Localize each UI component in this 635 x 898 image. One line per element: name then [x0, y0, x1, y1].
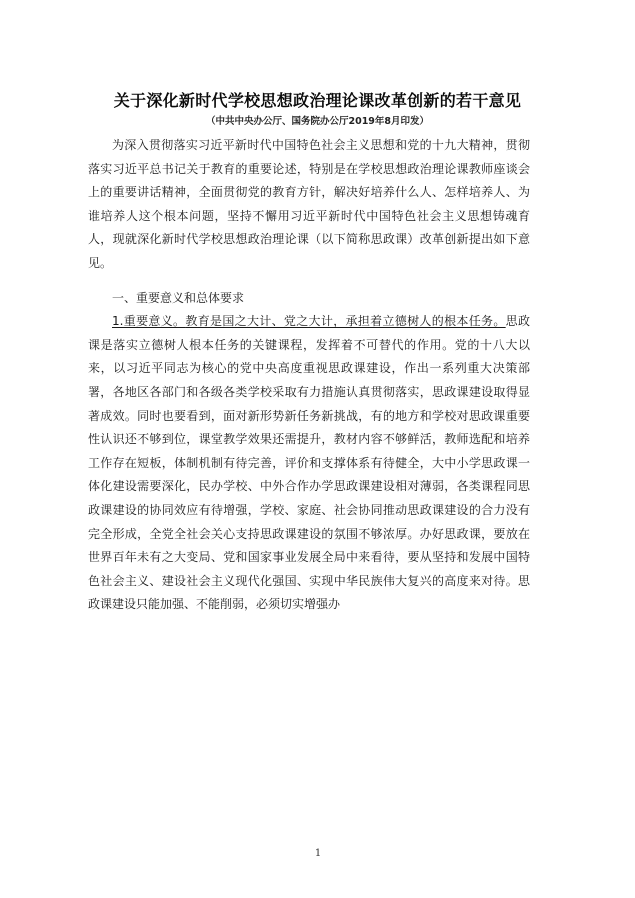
- document-subtitle: （中共中央办公厅、国务院办公厅2019年8月印发）: [205, 116, 430, 127]
- section-heading: 一、重要意义和总体要求: [112, 290, 245, 305]
- page-number: 1: [314, 848, 322, 859]
- document-title: 关于深化新时代学校思想政治理论课改革创新的若干意见: [113, 91, 522, 110]
- item-one-lead: 教育是国之大计、党之大计，承担着立德树人的根本任务。: [185, 314, 506, 329]
- item-one-paragraph: [88, 310, 530, 617]
- item-one-label: 1.重要意义。: [112, 314, 186, 329]
- document-body: [88, 134, 530, 617]
- intro-paragraph: 为深入贯彻落实习近平新时代中国特色社会主义思想和党的十九大精神，贯彻落实习近平总书记关于教育的重要论述，特别是在学校思想政治理论课教师座谈会上的重要讲话精神，全面贯彻党的教育方针，解决好培养什么人、怎样培养人、为谁培养人这个根本问题，坚持不懈用习近平新时代中国特色社会主义思想铸魂育人，现就深化新时代学校思想政治理论课（以下简称思政课）改革创新提出如下意见。: [88, 138, 530, 270]
- item-one-text: 思政课是落实立德树人根本任务的关键课程，发挥着不可替代的作用。党的十八大以来，以习近平同志为核心的党中央高度重视思政课建设，作出一系列重大决策部署，各地区各部门和各级各类学校采取有力措施认真贯彻落实，思政课建设取得显著成效。同时也要看到，面对新形势新任务新挑战，有的地方和学校对思政课重要性认识还不够到位，课堂教学效果还需提升，教材内容不够鲜活，教师选配和培养工作存在短板，体制机制有待完善，评价和支撑体系有待健全，大中小学思政课一体化建设需要深化，民办学校、中外合作办学思政课建设相对薄弱，各类课程同思政课建设的协同效应有待增强，学校、家庭、社会协同推动思政课建设的合力没有完全形成，全党全社会关心支持思政课建设的氛围不够浓厚。办好思政课，要放在世界百年未有之大变局、党和国家事业发展全局中来看待，要从坚持和发展中国特色社会主义、建设社会主义现代化强国、实现中华民族伟大复兴的高度来对待。思政课建设只能加强、不能削弱，必须切实增强办: [88, 314, 530, 612]
